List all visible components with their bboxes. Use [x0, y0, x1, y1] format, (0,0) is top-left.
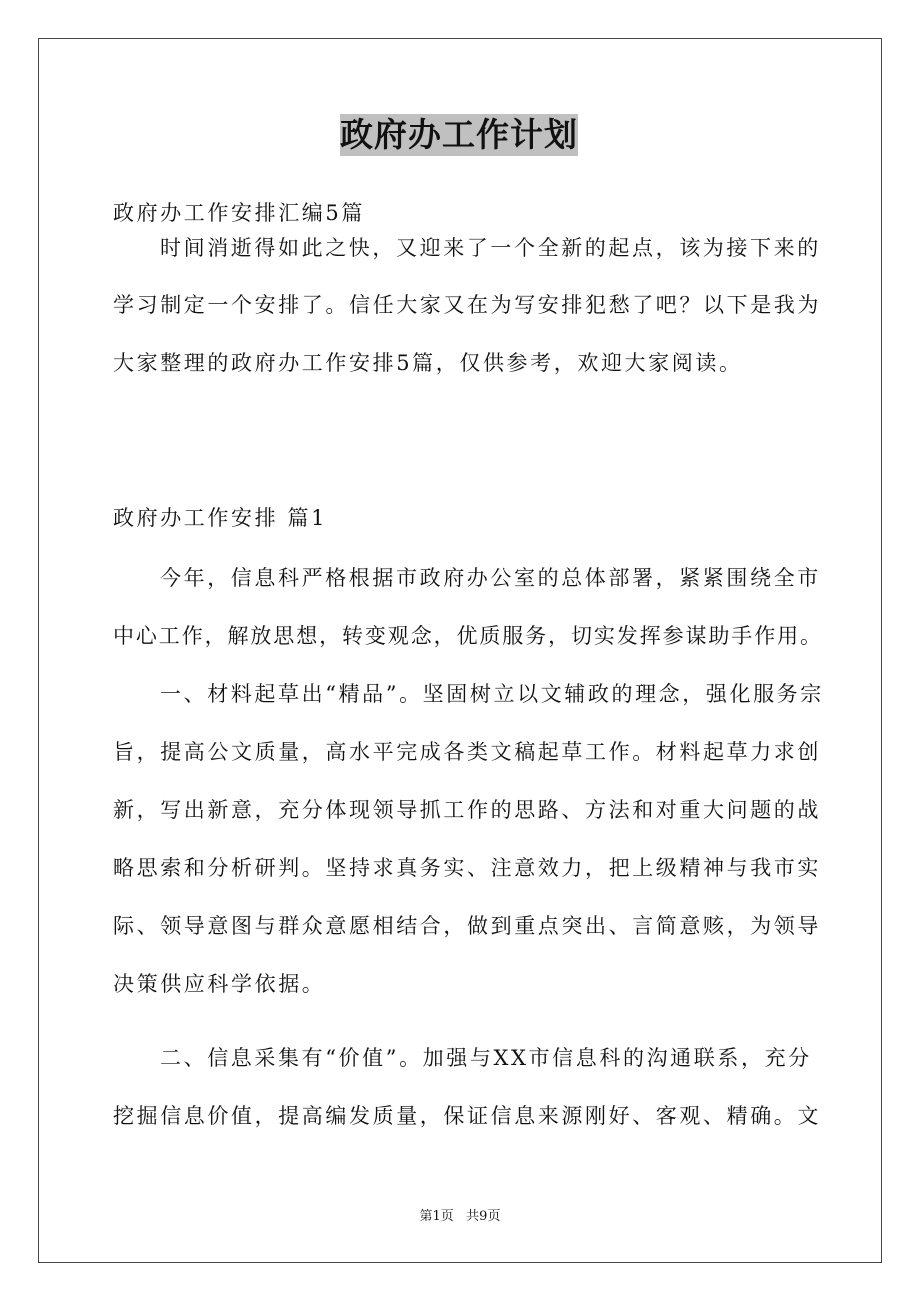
paragraph-line: 略思索和分析研判。坚持求真务实、注意效力，把上级精神与我市实: [113, 856, 821, 880]
paragraph-line: 新，写出新意，充分体现领导抓工作的思路、方法和对重大问题的战: [113, 798, 821, 822]
paragraph-line: 学习制定一个安排了。信任大家又在为写安排犯愁了吧？以下是我为: [113, 293, 821, 317]
paragraph-line: 今年，信息科严格根据市政府办公室的总体部署，紧紧围绕全市: [160, 566, 821, 590]
document-title: 政府办工作计划: [340, 115, 578, 154]
paragraph-line: 二、信息采集有“价值”。加强与XX市信息科的沟通联系，充分: [160, 1046, 812, 1070]
paragraph-line: 中心工作，解放思想，转变观念，优质服务，切实发挥参谋助手作用。: [113, 624, 823, 648]
paragraph-line: 决策供应科学依据。: [113, 972, 326, 996]
paragraph-line: 挖掘信息价值，提高编发质量，保证信息来源刚好、客观、精确。文: [113, 1104, 821, 1128]
paragraph-line: 际、领导意图与群众意愿相结合，做到重点突出、言简意赅，为领导: [113, 914, 821, 938]
document-subtitle: 政府办工作安排汇编5篇: [113, 201, 365, 225]
paragraph-line: 旨，提高公文质量，高水平完成各类文稿起草工作。材料起草力求创: [113, 740, 821, 764]
page-footer: 第1页 共9页: [419, 1209, 501, 1224]
paragraph-line: 一、材料起草出“精品”。坚固树立以文辅政的理念，强化服务宗: [160, 682, 824, 706]
paragraph-line: 时间消逝得如此之快，又迎来了一个全新的起点，该为接下来的: [160, 236, 821, 260]
section-heading: 政府办工作安排 篇1: [113, 506, 328, 530]
paragraph-line: 大家整理的政府办工作安排5篇，仅供参考，欢迎大家阅读。: [113, 351, 743, 375]
